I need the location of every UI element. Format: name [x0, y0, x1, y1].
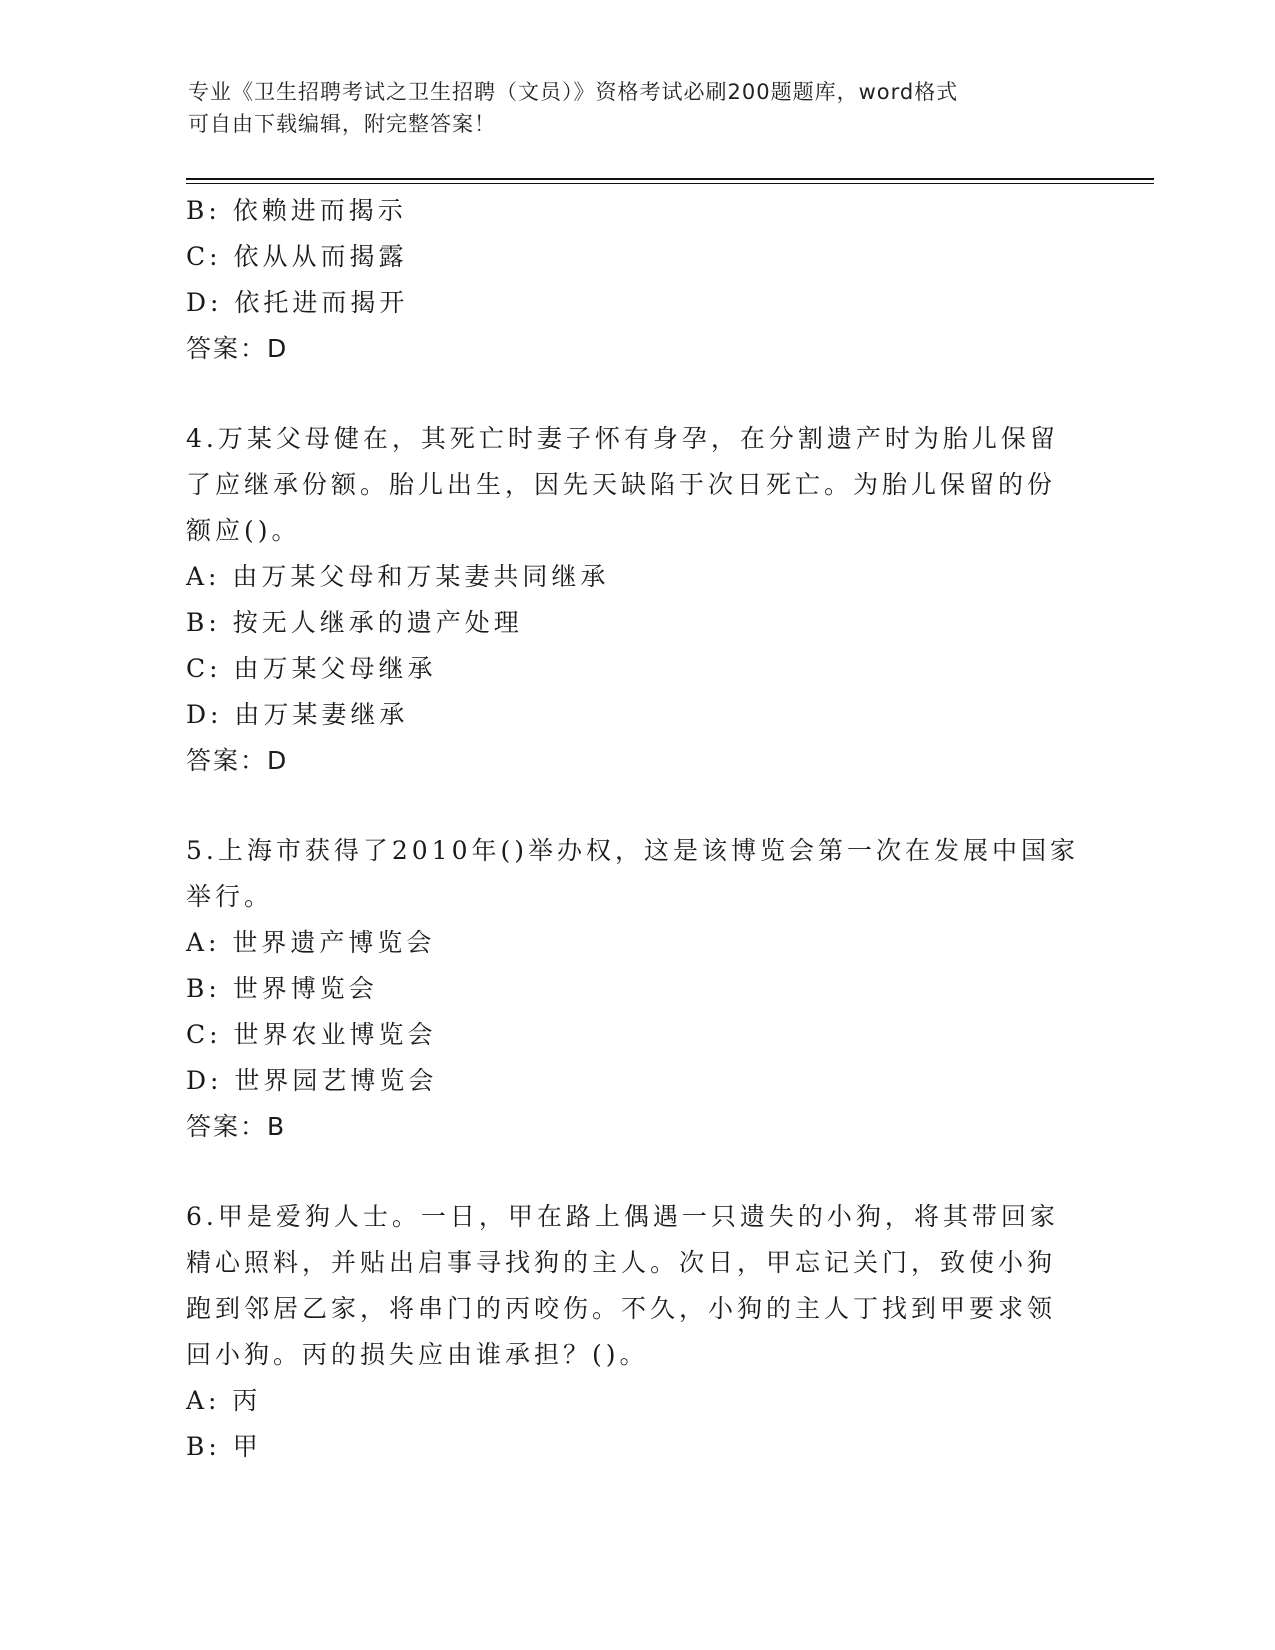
question-3-tail: [186, 188, 1086, 372]
document-header: [188, 76, 1068, 140]
question-5: [186, 828, 1086, 1150]
question-list: [186, 188, 1086, 1470]
option-d: D: 由万某妻继承: [186, 700, 409, 729]
option-a: A: 由万某父母和万某妻共同继承: [186, 562, 610, 591]
option-b: B: 甲: [186, 1432, 262, 1461]
option-d: D: 世界园艺博览会: [186, 1066, 438, 1095]
answer-line: 答案：B: [186, 1112, 287, 1141]
answer-line: 答案：D: [186, 746, 289, 775]
option-c: C: 依从从而揭露: [186, 242, 408, 271]
question-stem-line: 了应继承份额。胎儿出生，因先天缺陷于次日死亡。为胎儿保留的份: [186, 470, 1057, 499]
question-stem-line: 举行。: [186, 882, 274, 911]
question-stem-line: 精心照料，并贴出启事寻找狗的主人。次日，甲忘记关门，致使小狗: [186, 1248, 1057, 1277]
option-b: B: 按无人继承的遗产处理: [186, 608, 523, 637]
option-c: C: 世界农业博览会: [186, 1020, 437, 1049]
spacer: [186, 784, 1086, 828]
option-c: C: 由万某父母继承: [186, 654, 437, 683]
question-stem-line: 4.万某父母健在，其死亡时妻子怀有身孕，在分割遗产时为胎儿保留: [186, 424, 1059, 453]
header-divider-thin: [186, 183, 1154, 184]
question-6: [186, 1194, 1086, 1470]
question-stem-line: 跑到邻居乙家，将串门的丙咬伤。不久，小狗的主人丁找到甲要求领: [186, 1294, 1057, 1323]
question-stem-line: 回小狗。丙的损失应由谁承担？()。: [186, 1340, 649, 1369]
question-stem-line: 5.上海市获得了2010年()举办权，这是该博览会第一次在发展中国家: [186, 836, 1079, 865]
header-title-line-2: 可自由下载编辑，附完整答案！: [188, 112, 496, 136]
question-stem-line: 6.甲是爱狗人士。一日，甲在路上偶遇一只遗失的小狗，将其带回家: [186, 1202, 1059, 1231]
option-a: A: 世界遗产博览会: [186, 928, 436, 957]
spacer: [186, 1150, 1086, 1194]
option-b: B: 依赖进而揭示: [186, 196, 407, 225]
option-b: B: 世界博览会: [186, 974, 378, 1003]
header-title-line-1: 专业《卫生招聘考试之卫生招聘（文员）》资格考试必刷200题题库，word格式: [188, 80, 959, 104]
spacer: [186, 372, 1086, 416]
option-d: D: 依托进而揭开: [186, 288, 409, 317]
question-stem-line: 额应()。: [186, 516, 301, 545]
header-divider-thick: [186, 178, 1154, 180]
answer-line: 答案：D: [186, 334, 289, 363]
option-a: A: 丙: [186, 1386, 262, 1415]
question-4: [186, 416, 1086, 784]
